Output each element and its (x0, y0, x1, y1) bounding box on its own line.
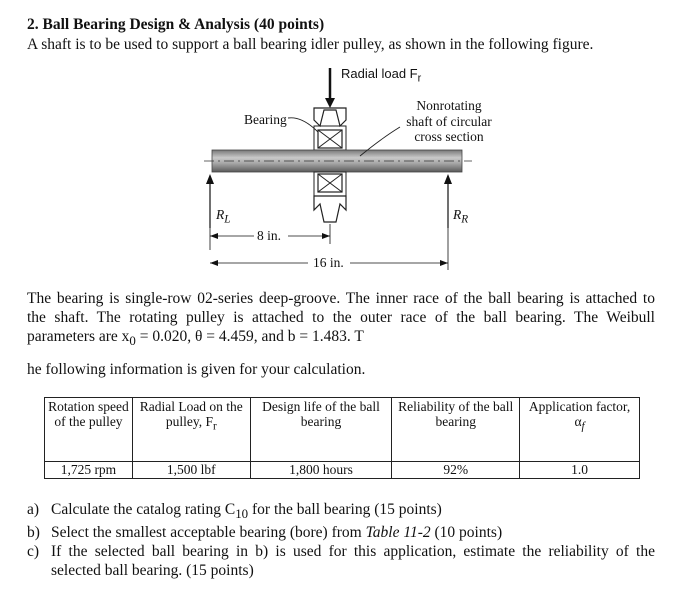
table-cell: 1,725 rpm (45, 462, 133, 479)
question-label: c) (27, 543, 40, 561)
table-row (45, 462, 640, 479)
problem-intro: A shaft is to be used to support a ball bearing idler pulley, as shown in the following figure. (27, 36, 594, 53)
description-line-2: the shaft. The rotating pulley is attached to the outer race of the ball bearing. The Weibull (27, 309, 655, 326)
bearing-label: Bearing (244, 112, 287, 127)
table-header-cell: Rotation speed of the pulley (45, 398, 133, 462)
table-header-cell: Design life of the ball bearing (250, 398, 392, 462)
info-intro: he following information is given for your calculation. (27, 361, 366, 378)
pulley-top (314, 108, 346, 126)
table-header-cell: Reliability of the ball bearing (392, 398, 520, 462)
question-c (27, 542, 655, 580)
question-text: Select the smallest acceptable bearing (bore) from Table 11-2 (10 points) (51, 524, 503, 542)
dim-16in-label: 16 in. (313, 255, 344, 270)
table-header-cell: Application factor, $\alpha_f$ (520, 398, 640, 462)
pulley-bottom (314, 196, 346, 222)
question-label: a) (27, 501, 40, 518)
table-cell: 1,800 hours (250, 462, 392, 479)
left-reaction-label: $R_L$ (216, 207, 231, 226)
shaft-label: Nonrotating shaft of circular cross section (406, 98, 492, 145)
right-reaction-label: $R_R$ (453, 207, 469, 226)
description-paragraph (27, 289, 655, 350)
question-b (27, 523, 655, 542)
table-cell: 1,500 lbf (132, 462, 250, 479)
question-text: If the selected ball bearing in b) is used for this application, estimate the reliability of the selected ball bearing. (15 points) (51, 543, 655, 580)
dim-8in-label: 8 in. (257, 228, 282, 243)
bearing-figure (190, 60, 510, 280)
radial-load-label: Radial load $F_r$ (341, 66, 422, 85)
bearing-diagram (190, 60, 510, 280)
question-text: Calculate the catalog rating $C_{10}$ for the ball bearing (15 points) (51, 501, 442, 522)
question-label: b) (27, 524, 40, 542)
info-table (44, 397, 640, 479)
table-header-cell: Radial Load on the pulley, $F_r$ (132, 398, 250, 462)
table-header-row (45, 398, 640, 462)
problem-title: 2. Ball Bearing Design & Analysis (40 points) (27, 16, 325, 33)
questions-list (27, 500, 655, 580)
table-cell: 1.0 (520, 462, 640, 479)
description-line-3: parameters are $x_0 = 0.020$, θ = 4.459, and b = 1.483. T (27, 328, 364, 349)
question-a (27, 500, 655, 523)
table-cell: 92% (392, 462, 520, 479)
description-line-1: The bearing is single-row 02-series deep-groove. The inner race of the ball bearing is attached to (27, 290, 655, 307)
